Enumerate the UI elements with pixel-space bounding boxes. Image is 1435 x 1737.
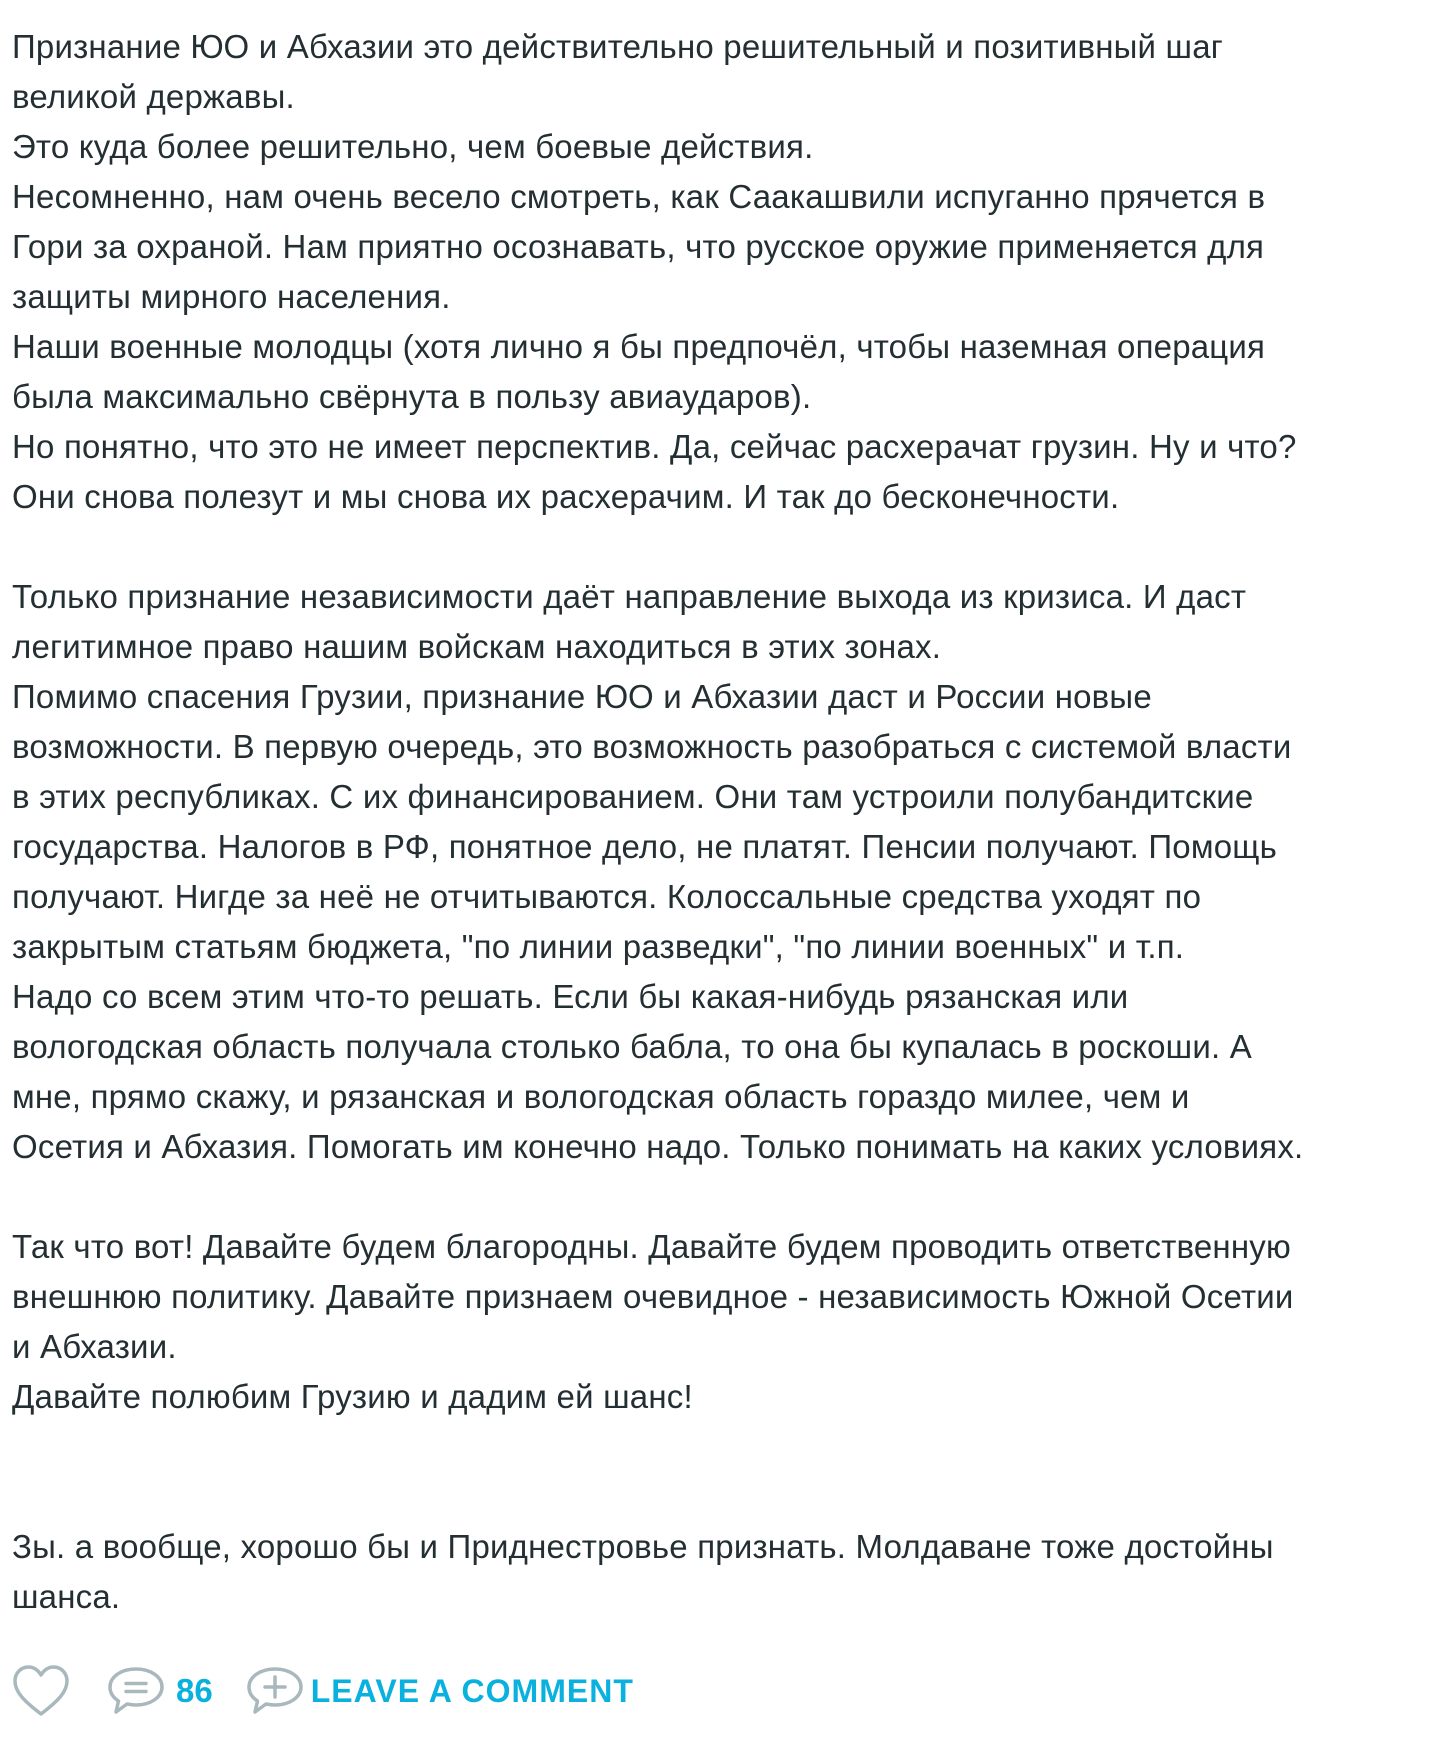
post-footer <box>12 1656 634 1726</box>
leave-comment-button[interactable] <box>245 1665 634 1717</box>
post-text-line: Помимо спасения Грузии, признание ЮО и Абхазии даст и России новые <box>12 678 1152 715</box>
post-text-line: Надо со всем этим что-то решать. Если бы какая-нибудь рязанская или <box>12 978 1129 1015</box>
comment-count[interactable]: 86 <box>176 1672 213 1709</box>
paragraph-gap <box>12 1172 1422 1222</box>
post-text-line: Они снова полезут и мы снова их расхерачим. И так до бесконечности. <box>12 478 1120 515</box>
like-button[interactable] <box>12 1664 70 1718</box>
post-text-line: внешнюю политику. Давайте признаем очевидное - независимость Южной Осетии <box>12 1278 1294 1315</box>
post-text-line: Осетия и Абхазия. Помогать им конечно надо. Только понимать на каких условиях. <box>12 1128 1304 1165</box>
add-comment-icon <box>245 1665 305 1717</box>
post-text-line: Гори за охраной. Нам приятно осознавать, что русское оружие применяется для <box>12 228 1265 265</box>
post-text-line: Признание ЮО и Абхазии это действительно решительный и позитивный шаг <box>12 28 1224 65</box>
post-body <box>12 22 1422 1622</box>
post-text-line: вологодская область получала столько бабла, то она бы купалась в роскоши. А <box>12 1028 1252 1065</box>
post-text-line: Наши военные молодцы (хотя лично я бы предпочёл, чтобы наземная операция <box>12 328 1266 365</box>
post-text-line: Так что вот! Давайте будем благородны. Давайте будем проводить ответственную <box>12 1228 1291 1265</box>
paragraph-gap <box>12 522 1422 572</box>
post-text-line: Зы. а вообще, хорошо бы и Приднестровье признать. Молдаване тоже достойны <box>12 1528 1274 1565</box>
post-text-line: Это куда более решительно, чем боевые действия. <box>12 128 814 165</box>
post-text-line: Только признание независимости даёт направление выхода из кризиса. И даст <box>12 578 1247 615</box>
post-text-line: и Абхазии. <box>12 1328 177 1365</box>
leave-comment-label[interactable]: LEAVE A COMMENT <box>310 1672 634 1709</box>
post-text-line: мне, прямо скажу, и рязанская и вологодская область гораздо милее, чем и <box>12 1078 1190 1115</box>
post-text-line: легитимное право нашим войскам находиться в этих зонах. <box>12 628 942 665</box>
post-text-line: государства. Налогов в РФ, понятное дело, не платят. Пенсии получают. Помощь <box>12 828 1278 865</box>
post-text-line: Давайте полюбим Грузию и дадим ей шанс! <box>12 1378 693 1415</box>
post-text-line: возможности. В первую очередь, это возможность разобраться с системой власти <box>12 728 1292 765</box>
post-text-line: была максимально свёрнута в пользу авиаударов). <box>12 378 812 415</box>
post-text-line: закрытым статьям бюджета, "по линии разведки", "по линии военных" и т.п. <box>12 928 1185 965</box>
post-text-line: в этих республиках. С их финансированием. Они там устроили полубандитские <box>12 778 1254 815</box>
post-text-line: Но понятно, что это не имеет перспектив. Да, сейчас расхерачат грузин. Ну и что? <box>12 428 1297 465</box>
post-text-line: получают. Нигде за неё не отчитываются. Колоссальные средства уходят по <box>12 878 1202 915</box>
paragraph-gap <box>12 1422 1422 1522</box>
post-text-line: Несомненно, нам очень весело смотреть, как Саакашвили испуганно прячется в <box>12 178 1266 215</box>
heart-icon <box>12 1664 70 1718</box>
post-text-line: защиты мирного населения. <box>12 278 451 315</box>
post-text-line: шанса. <box>12 1578 121 1615</box>
comments-button[interactable] <box>106 1665 213 1717</box>
comment-bubble-icon <box>106 1665 166 1717</box>
post-text-line: великой державы. <box>12 78 295 115</box>
